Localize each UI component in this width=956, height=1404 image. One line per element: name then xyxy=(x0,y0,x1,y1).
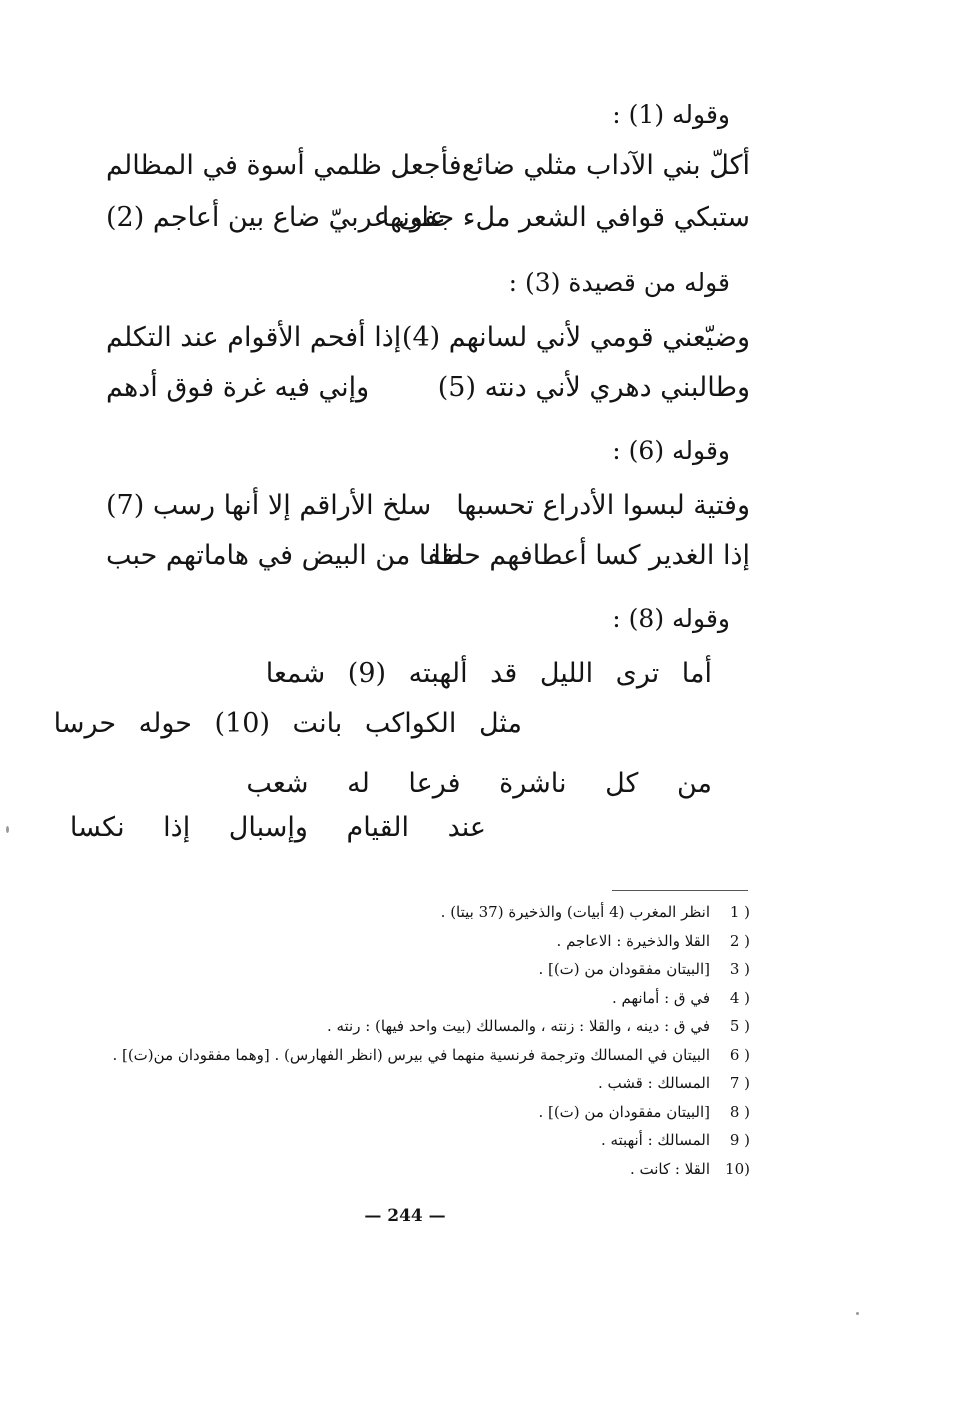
footnote-number: 10) xyxy=(725,1159,750,1178)
footnote xyxy=(112,927,750,956)
footnotes-list xyxy=(112,898,750,1183)
verse-first-hemistich: أكلّ بني الآداب مثلي ضائع xyxy=(461,150,750,181)
footnote-text: [البيتان مفقودان من (ت)] . xyxy=(538,1102,710,1121)
verse-first-hemistich: وطالبني دهري لأني دنته (5) xyxy=(437,372,750,403)
footnote xyxy=(112,955,750,984)
footnote-divider xyxy=(612,890,748,891)
footnote-text: القلا : كانت . xyxy=(629,1159,710,1178)
poem-line: مثل الكواكب بانت (10) حوله حرسا xyxy=(53,708,522,739)
verse-second-hemistich: إذا أفحم الأقوام عند التكلم xyxy=(106,322,402,353)
footnote xyxy=(112,1069,750,1098)
footnote xyxy=(112,984,750,1013)
footnote xyxy=(112,1126,750,1155)
footnote-text: في ق : أمانهم . xyxy=(611,988,710,1007)
footnote-number: 4 ) xyxy=(729,988,750,1007)
verse-first-hemistich: وفتية لبسوا الأدراع تحسبها xyxy=(456,490,750,521)
page-number: — 244 — xyxy=(364,1206,446,1226)
footnote-text: المسالك : أنهبته . xyxy=(600,1131,710,1149)
footnote xyxy=(112,1098,750,1127)
footnote-number: 5 ) xyxy=(729,1017,750,1035)
poem-line: من كل ناشرة فرعا له شعب xyxy=(246,768,712,799)
footnote xyxy=(112,1041,750,1070)
footnote-text: [البيتان مفقودان من (ت)] . xyxy=(538,960,710,978)
verse-second-hemistich: فأجعل ظلمي أسوة في المظالم xyxy=(106,150,462,181)
footnote-number: 3 ) xyxy=(729,960,750,978)
verse-first-hemistich: ستبكي قوافي الشعر ملء جفونها xyxy=(381,202,750,233)
scan-speck xyxy=(6,826,9,833)
verse-first-hemistich: وضيّعني قومي لأني لسانهم (4) xyxy=(401,322,750,353)
footnote-number: 7 ) xyxy=(729,1074,750,1092)
verse-second-hemistich: سلخ الأراقم إلا أنها رسب (7) xyxy=(106,490,432,521)
poem-line: عند القيام وإسبال إذا نكسا xyxy=(69,812,486,843)
footnote-text: المسالك : قشب . xyxy=(598,1074,710,1092)
footnote-number: 9 ) xyxy=(729,1131,750,1149)
footnote xyxy=(112,1155,750,1184)
verse-second-hemistich: طفا من البيض في هاماتهم حبب xyxy=(106,540,463,571)
footnote-text: القلا والذخيرة : الاعاجم . xyxy=(556,931,710,950)
verse-second-hemistich: على عربيّ ضاع بين أعاجم (2) xyxy=(106,202,446,233)
footnote-text: البيتان في المسالك وترجمة فرنسية منهما في بيرس (انظر الفهارس) . [وهما مفقودان من(ت)] . xyxy=(112,1045,710,1064)
footnote-number: 1 ) xyxy=(729,903,750,921)
section-heading: وقوله (6) : xyxy=(612,436,730,465)
verse-first-hemistich: إذا الغدير كسا أعطافهم حلقا xyxy=(433,540,750,571)
footnote-number: 8 ) xyxy=(729,1102,750,1121)
section-heading: وقوله (1) : xyxy=(612,100,730,129)
footnote-text: انظر المغرب (4 أبيات) والذخيرة (37 بيتا) . xyxy=(440,903,710,921)
footnote-number: 6 ) xyxy=(729,1045,750,1064)
scan-speck xyxy=(856,1312,859,1315)
section-heading: وقوله (8) : xyxy=(612,604,730,633)
section-heading: قوله من قصيدة (3) : xyxy=(508,268,730,297)
footnote-number: 2 ) xyxy=(729,931,750,950)
verse-second-hemistich: وإني فيه غرة فوق أدهم xyxy=(106,372,370,403)
footnote xyxy=(112,898,750,927)
poem-line: أما ترى الليل قد ألهبته (9) شمعا xyxy=(265,658,712,689)
footnote xyxy=(112,1012,750,1041)
footnote-text: في ق : دينه ، والقلا : زنته ، والمسالك (بيت واحد فيها) : رنته . xyxy=(326,1017,710,1035)
